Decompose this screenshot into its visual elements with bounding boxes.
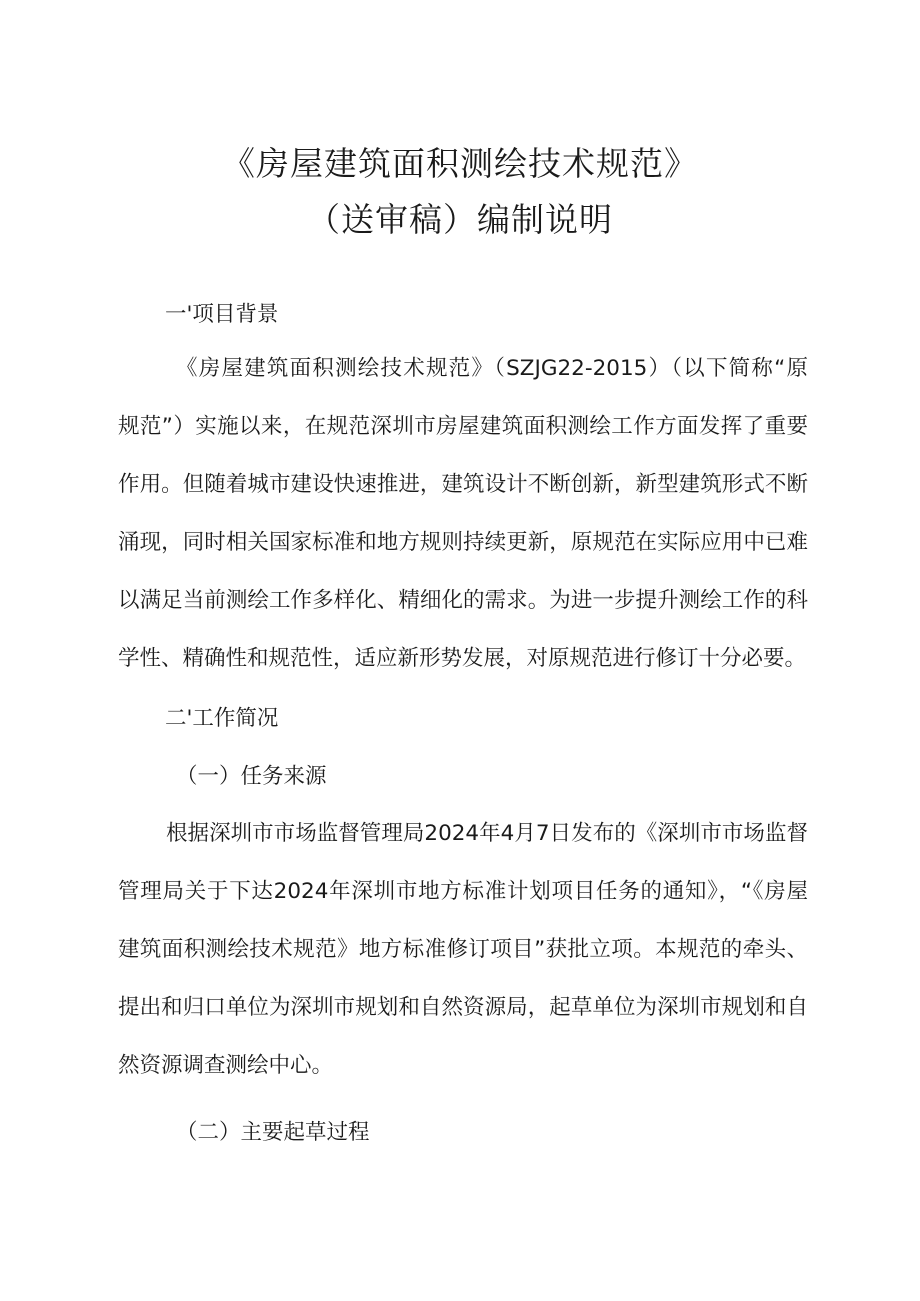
paragraph-line: 管理局关于下达2024年深圳市地方标准计划项目任务的通知》，“《房屋: [118, 879, 808, 904]
section-heading-background: 一'项目背景: [165, 302, 279, 327]
paragraph-line: 学性、精确性和规范性，适应新形势发展，对原规范进行修订十分必要。: [118, 646, 807, 671]
paragraph-line: 建筑面积测绘技术规范》地方标准修订项目”获批立项。本规范的牵头、: [118, 937, 808, 962]
paragraph-line: 《房屋建筑面积测绘技术规范》（SZJG22-2015）（以下简称“原: [176, 356, 808, 381]
section-heading-work-summary: 二'工作简况: [165, 706, 279, 731]
subsection-heading-task-source: （一）任务来源: [176, 764, 327, 789]
subsection-heading-drafting-process: （二）主要起草过程: [176, 1120, 370, 1145]
document-title: 《房屋建筑面积测绘技术规范》: [222, 144, 698, 183]
document-subtitle: （送审稿）编制说明: [307, 200, 613, 239]
paragraph-line: 提出和归口单位为深圳市规划和自然资源局，起草单位为深圳市规划和自: [118, 995, 808, 1020]
paragraph-line: 根据深圳市市场监督管理局2024年4月7日发布的《深圳市市场监督: [166, 821, 808, 846]
paragraph-line: 作用。但随着城市建设快速推进，建筑设计不断创新，新型建筑形式不断: [118, 472, 808, 497]
paragraph-line: 规范”）实施以来，在规范深圳市房屋建筑面积测绘工作方面发挥了重要: [118, 414, 808, 439]
paragraph-line: 以满足当前测绘工作多样化、精细化的需求。为进一步提升测绘工作的科: [118, 588, 808, 613]
paragraph-line: 然资源调查测绘中心。: [118, 1053, 334, 1078]
paragraph-line: 涌现，同时相关国家标准和地方规则持续更新，原规范在实际应用中已难: [118, 530, 808, 555]
